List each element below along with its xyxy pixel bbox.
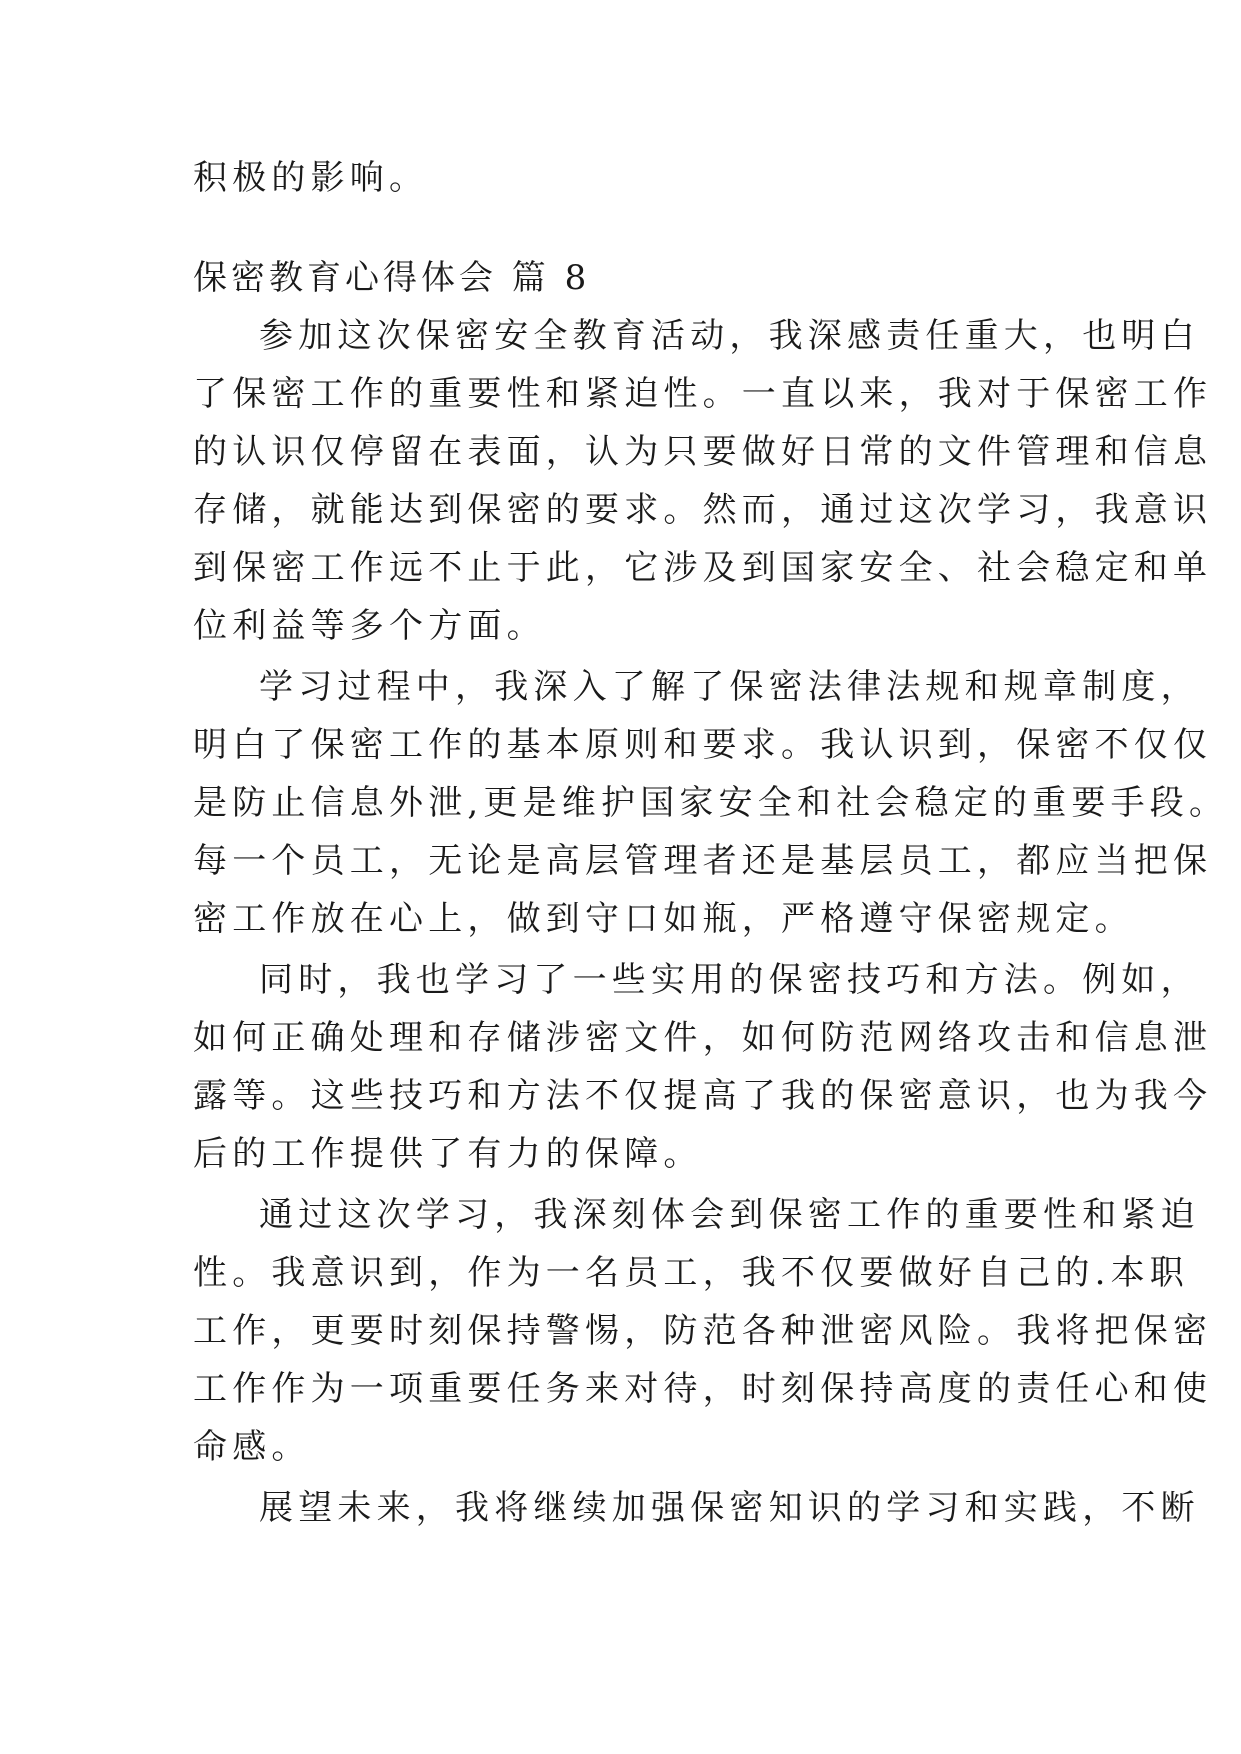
paragraph-line: 工作作为一项重要任务来对待，时刻保持高度的责任心和使 bbox=[193, 1369, 1213, 1409]
paragraph-line: 学习过程中，我深入了解了保密法律法规和规章制度， bbox=[259, 667, 1200, 707]
paragraph-line: 位利益等多个方面。 bbox=[193, 606, 546, 646]
paragraph-line: 存储，就能达到保密的要求。然而，通过这次学习，我意识 bbox=[193, 490, 1213, 530]
paragraph-line: 工作，更要时刻保持警惕，防范各种泄密风险。我将把保密 bbox=[193, 1311, 1213, 1351]
paragraph-line: 性。我意识到，作为一名员工，我不仅要做好自己的.本职 bbox=[193, 1253, 1190, 1293]
paragraph-line: 的认识仅停留在表面，认为只要做好日常的文件管理和信息 bbox=[193, 432, 1213, 472]
paragraph-line: 每一个员工，无论是高层管理者还是基层员工，都应当把保 bbox=[193, 841, 1213, 881]
paragraph-line: 如何正确处理和存储涉密文件，如何防范网络攻击和信息泄 bbox=[193, 1018, 1213, 1058]
continuation-text: 积极的影响。 bbox=[193, 158, 429, 198]
section-title: 保密教育心得体会 篇 8 bbox=[193, 258, 591, 298]
paragraph-line: 是防止信息外泄,更是维护国家安全和社会稳定的重要手段。 bbox=[193, 783, 1229, 823]
paragraph-line: 命感。 bbox=[193, 1427, 311, 1467]
paragraph-line: 到保密工作远不止于此，它涉及到国家安全、社会稳定和单 bbox=[193, 548, 1213, 588]
paragraph-line: 了保密工作的重要性和紧迫性。一直以来，我对于保密工作 bbox=[193, 374, 1213, 414]
paragraph-line: 明白了保密工作的基本原则和要求。我认识到，保密不仅仅 bbox=[193, 725, 1213, 765]
paragraph-line: 露等。这些技巧和方法不仅提高了我的保密意识，也为我今 bbox=[193, 1076, 1213, 1116]
paragraph-line: 参加这次保密安全教育活动，我深感责任重大，也明白 bbox=[259, 316, 1200, 356]
paragraph-line: 后的工作提供了有力的保障。 bbox=[193, 1134, 703, 1174]
paragraph-line: 展望未来，我将继续加强保密知识的学习和实践，不断 bbox=[259, 1488, 1200, 1528]
paragraph-line: 密工作放在心上，做到守口如瓶，严格遵守保密规定。 bbox=[193, 899, 1134, 939]
paragraph-line: 通过这次学习，我深刻体会到保密工作的重要性和紧迫 bbox=[259, 1195, 1200, 1235]
paragraph-line: 同时，我也学习了一些实用的保密技巧和方法。例如， bbox=[259, 960, 1200, 1000]
